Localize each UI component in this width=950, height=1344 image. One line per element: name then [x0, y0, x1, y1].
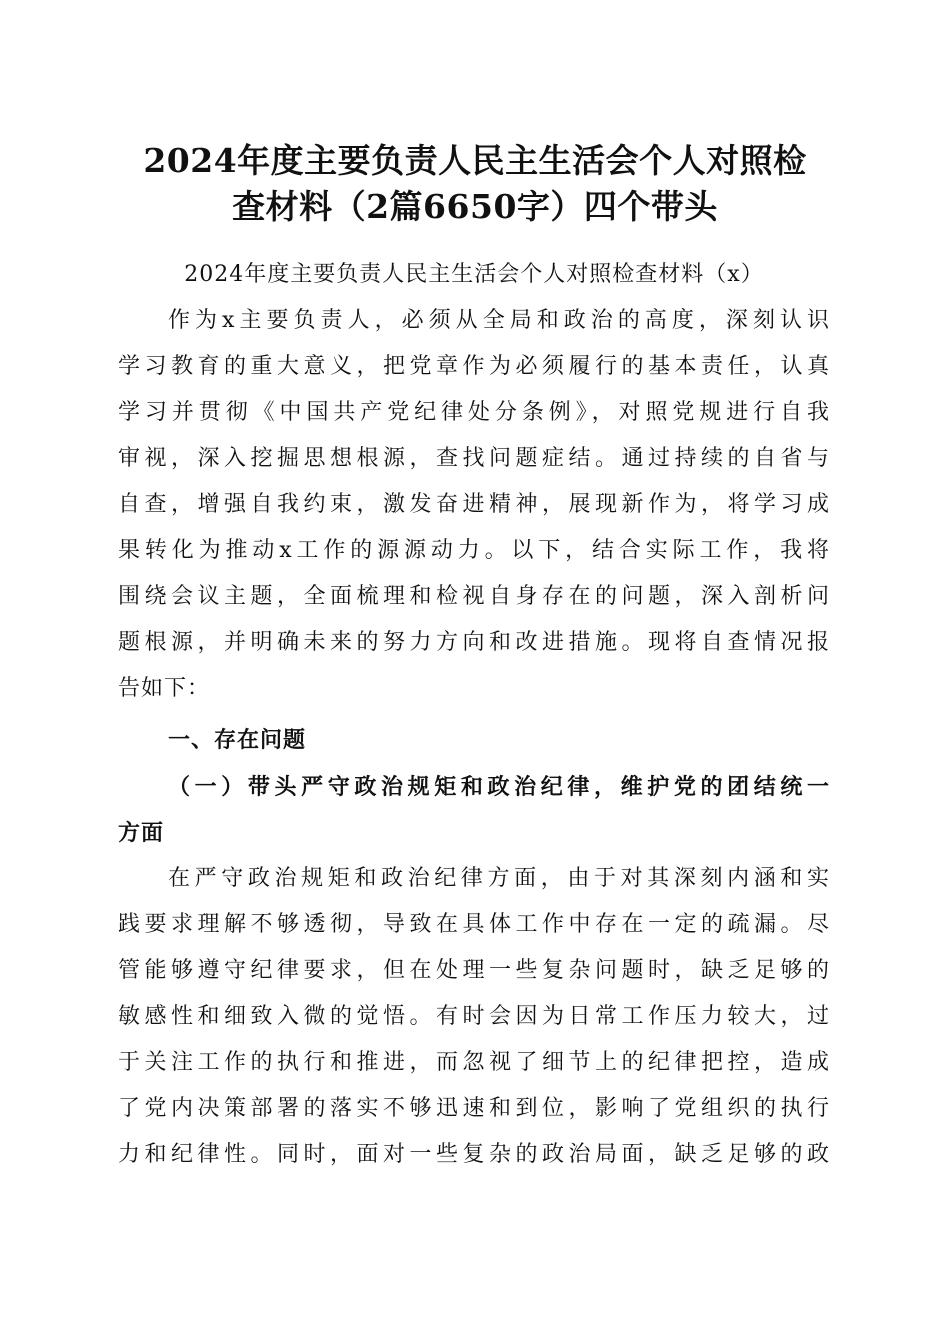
section-heading: 一、存在问题	[168, 728, 307, 753]
paragraph-line: 管能够遵守纪律要求，但在处理一些复杂问题时，缺乏足够的	[118, 958, 830, 983]
paragraph-line: 敏感性和细致入微的觉悟。有时会因为日常工作压力较大，过	[118, 1004, 830, 1029]
intro-line: 果转化为推动x工作的源源动力。以下，结合实际工作，我将	[118, 538, 830, 563]
intro-line: 学习教育的重大意义，把党章作为必须履行的基本责任，认真	[118, 354, 830, 379]
title-line-2: 查材料（2篇6650字）四个带头	[232, 187, 718, 226]
intro-line: 围绕会议主题，全面梳理和检视自身存在的问题，深入剖析问	[118, 584, 830, 609]
subsection-heading	[118, 764, 830, 856]
intro-line: 学习并贯彻《中国共产党纪律处分条例》，对照党规进行自我	[118, 400, 830, 425]
intro-paragraph	[118, 298, 830, 712]
intro-line: 审视，深入挖掘思想根源，查找问题症结。通过持续的自省与	[118, 446, 830, 471]
subsection-line: （一）带头严守政治规矩和政治纪律，维护党的团结统一	[168, 774, 830, 800]
subsection-line: 方面	[118, 820, 165, 846]
body-paragraph	[118, 856, 830, 1178]
document-body	[118, 252, 830, 1178]
document-subtitle: 2024年度主要负责人民主生活会个人对照检查材料（x）	[184, 262, 764, 287]
intro-line: 题根源，并明确未来的努力方向和改进措施。现将自查情况报	[118, 630, 830, 655]
document-title	[120, 138, 830, 230]
title-line-1: 2024年度主要负责人民主生活会个人对照检	[143, 141, 807, 180]
intro-line: 告如下：	[118, 676, 211, 701]
paragraph-line: 在严守政治规矩和政治纪律方面，由于对其深刻内涵和实	[168, 866, 830, 891]
paragraph-line: 践要求理解不够透彻，导致在具体工作中存在一定的疏漏。尽	[118, 912, 830, 937]
intro-line: 自查，增强自我约束，激发奋进精神，展现新作为，将学习成	[118, 492, 830, 517]
paragraph-line: 于关注工作的执行和推进，而忽视了细节上的纪律把控，造成	[118, 1050, 830, 1075]
paragraph-line: 力和纪律性。同时，面对一些复杂的政治局面，缺乏足够的政	[118, 1142, 830, 1167]
intro-line: 作为x主要负责人，必须从全局和政治的高度，深刻认识	[168, 308, 830, 333]
paragraph-line: 了党内决策部署的落实不够迅速和到位，影响了党组织的执行	[118, 1096, 830, 1121]
